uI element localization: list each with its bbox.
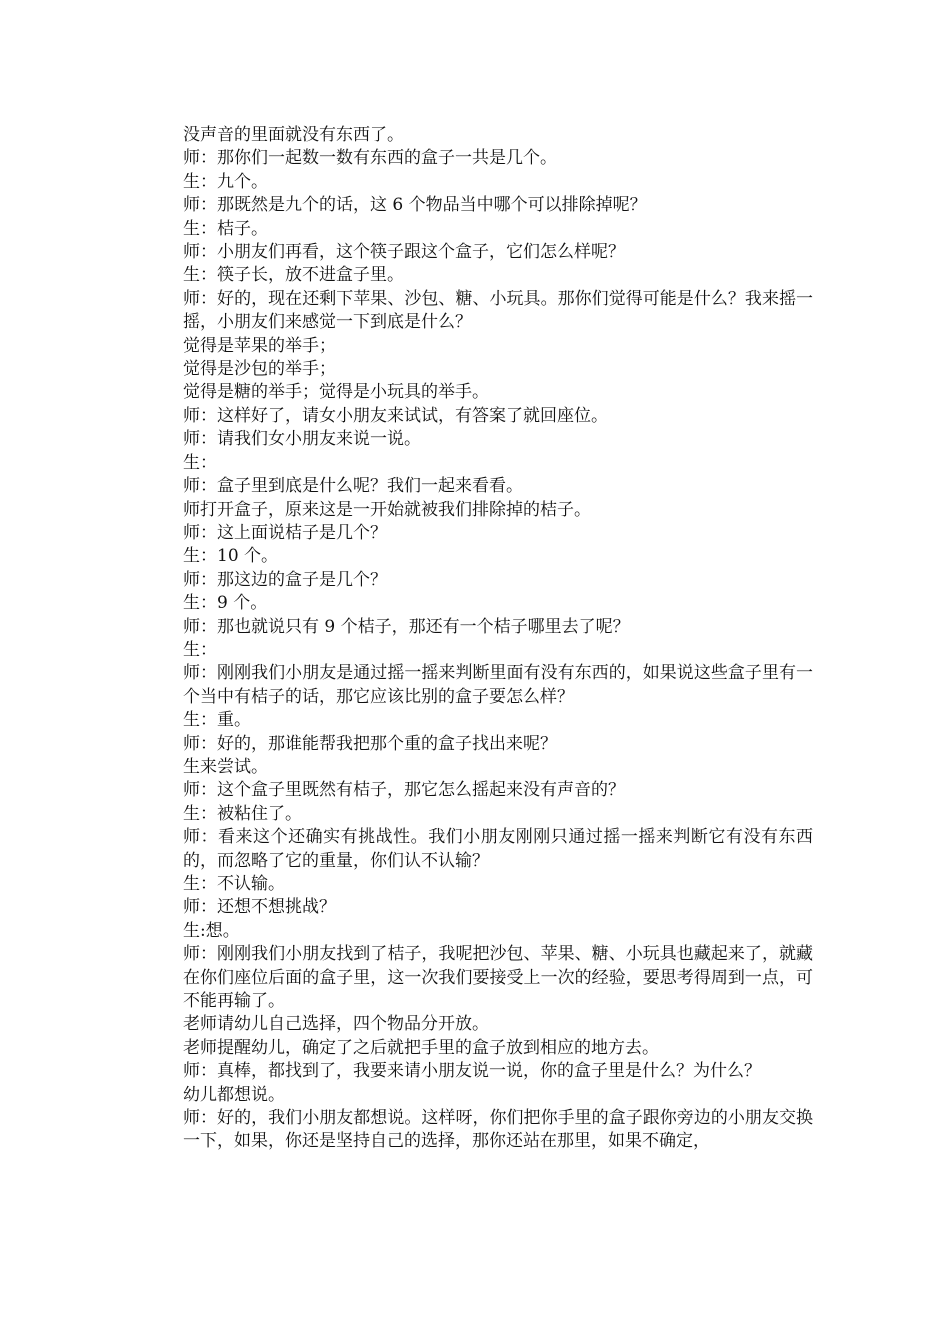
paragraph: 师：看来这个还确实有挑战性。我们小朋友刚刚只通过摇一摇来判断它有没有东西的，而忽略了它的重量，你们认不认输？ <box>183 827 813 871</box>
paragraph: 师：盒子里到底是什么呢？我们一起来看看。 <box>183 476 523 497</box>
paragraph: 师：好的，我们小朋友都想说。这样呀，你们把你手里的盒子跟你旁边的小朋友交换一下，如果，你还是坚持自己的选择，那你还站在那里，如果不确定， <box>183 1108 813 1152</box>
paragraph: 师：这个盒子里既然有桔子，那它怎么摇起来没有声音的？ <box>183 780 625 801</box>
paragraph: 生： <box>183 639 217 660</box>
paragraph: 师：那这边的盒子是几个？ <box>183 569 387 590</box>
paragraph: 师：这样好了，请女小朋友来试试，有答案了就回座位。 <box>183 405 608 426</box>
paragraph: 师：请我们女小朋友来说一说。 <box>183 429 421 450</box>
paragraph: 生：重。 <box>183 710 251 731</box>
paragraph: 师打开盒子，原来这是一开始就被我们排除掉的桔子。 <box>183 499 591 520</box>
paragraph: 生：九个。 <box>183 171 268 192</box>
paragraph: 老师请幼儿自己选择，四个物品分开放。 <box>183 1014 489 1035</box>
paragraph: 生：被粘住了。 <box>183 803 302 824</box>
paragraph: 师：那既然是九个的话，这 6 个物品当中哪个可以排除掉呢？ <box>183 195 647 216</box>
paragraph: 师：那也就说只有 9 个桔子，那还有一个桔子哪里去了呢？ <box>183 616 630 637</box>
paragraph: 生：不认输。 <box>183 874 285 894</box>
document-body <box>183 124 813 1154</box>
paragraph: 师：好的，现在还剩下苹果、沙包、糖、小玩具。那你们觉得可能是什么？我来摇一摇，小朋友们来感觉一下到底是什么？ <box>183 288 813 333</box>
paragraph: 没声音的里面就没有东西了。 <box>183 125 404 145</box>
paragraph: 生：桔子。 <box>183 218 268 239</box>
paragraph: 师：那你们一起数一数有东西的盒子一共是几个。 <box>183 148 557 169</box>
paragraph: 生:想。 <box>183 920 240 941</box>
paragraph: 师：这上面说桔子是几个？ <box>183 522 387 543</box>
paragraph: 师：刚刚我们小朋友找到了桔子，我呢把沙包、苹果、糖、小玩具也藏起来了，就藏在你们座位后面的盒子里，这一次我们要接受上一次的经验，要思考得周到一点，可不能再输了。 <box>183 944 813 1012</box>
paragraph: 生： <box>183 452 217 473</box>
paragraph: 师：好的，那谁能帮我把那个重的盒子找出来呢？ <box>183 733 557 754</box>
paragraph: 觉得是糖的举手；觉得是小玩具的举手。 <box>183 382 489 403</box>
paragraph: 生：筷子长，放不进盒子里。 <box>183 265 404 286</box>
paragraph: 师：小朋友们再看，这个筷子跟这个盒子，它们怎么样呢？ <box>183 242 625 263</box>
paragraph: 师：还想不想挑战？ <box>183 897 336 918</box>
paragraph: 生来尝试。 <box>183 756 268 777</box>
paragraph: 师：刚刚我们小朋友是通过摇一摇来判断里面有没有东西的，如果说这些盒子里有一个当中有桔子的话，那它应该比别的盒子要怎么样？ <box>183 663 813 707</box>
paragraph: 觉得是苹果的举手； <box>183 335 336 356</box>
paragraph: 生：9 个。 <box>183 593 268 614</box>
paragraph: 觉得是沙包的举手； <box>183 359 336 380</box>
paragraph: 师：真棒，都找到了，我要来请小朋友说一说，你的盒子里是什么？为什么？ <box>183 1061 761 1082</box>
paragraph: 生：10 个。 <box>183 546 279 567</box>
paragraph: 老师提醒幼儿，确定了之后就把手里的盒子放到相应的地方去。 <box>183 1037 659 1058</box>
paragraph: 幼儿都想说。 <box>183 1084 285 1105</box>
